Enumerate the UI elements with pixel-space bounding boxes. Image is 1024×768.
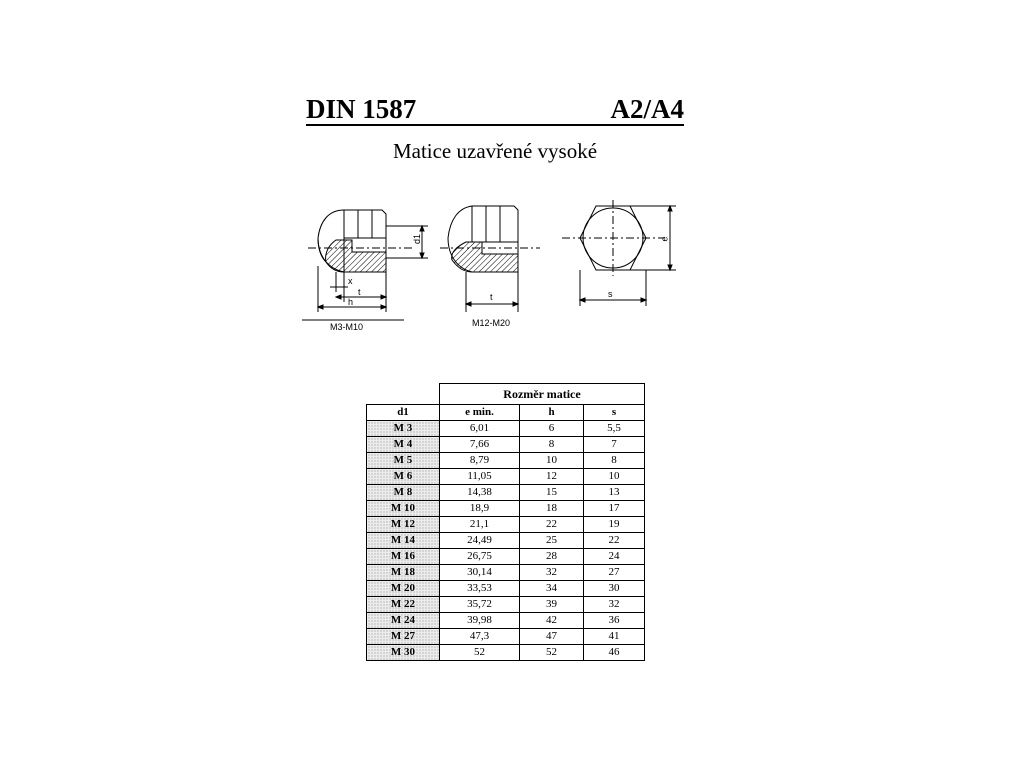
cell-s: 5,5 — [584, 421, 645, 437]
cell-s: 22 — [584, 533, 645, 549]
cell-h: 25 — [520, 533, 584, 549]
table-row — [367, 533, 645, 549]
cell-e-min: 30,14 — [440, 565, 520, 581]
dimension-table — [366, 383, 645, 661]
cell-d1: M 22 — [367, 597, 440, 613]
table-row — [367, 597, 645, 613]
material-grade: A2/A4 — [610, 94, 684, 124]
cell-h: 10 — [520, 453, 584, 469]
standard-title: DIN 1587 — [306, 94, 417, 124]
document-subtitle: Matice uzavřené vysoké — [392, 139, 598, 163]
col-header-s: s — [584, 405, 645, 421]
cell-d1: M 24 — [367, 613, 440, 629]
cell-e-min: 39,98 — [440, 613, 520, 629]
cell-s: 10 — [584, 469, 645, 485]
cell-d1: M 4 — [367, 437, 440, 453]
table-row — [367, 581, 645, 597]
cell-d1: M 27 — [367, 629, 440, 645]
label-h: h — [348, 297, 354, 307]
label-t-small: t — [358, 287, 361, 297]
label-e: e — [659, 236, 670, 242]
cell-e-min: 33,53 — [440, 581, 520, 597]
cell-h: 18 — [520, 501, 584, 517]
cell-h: 15 — [520, 485, 584, 501]
table-row — [367, 453, 645, 469]
cell-s: 30 — [584, 581, 645, 597]
cell-d1: M 6 — [367, 469, 440, 485]
cell-e-min: 14,38 — [440, 485, 520, 501]
cell-h: 12 — [520, 469, 584, 485]
cell-e-min: 24,49 — [440, 533, 520, 549]
cell-d1: M 12 — [367, 517, 440, 533]
cell-e-min: 11,05 — [440, 469, 520, 485]
cell-s: 32 — [584, 597, 645, 613]
cell-e-min: 21,1 — [440, 517, 520, 533]
cell-d1: M 18 — [367, 565, 440, 581]
label-range-m12-m20: M12-M20 — [472, 318, 511, 328]
cell-h: 32 — [520, 565, 584, 581]
cell-s: 7 — [584, 437, 645, 453]
cell-e-min: 6,01 — [440, 421, 520, 437]
cell-e-min: 35,72 — [440, 597, 520, 613]
cell-s: 8 — [584, 453, 645, 469]
cell-d1: M 3 — [367, 421, 440, 437]
table-row — [367, 613, 645, 629]
cell-s: 13 — [584, 485, 645, 501]
table-row — [367, 565, 645, 581]
table-row — [367, 549, 645, 565]
table-corner — [367, 384, 440, 405]
cell-e-min: 18,9 — [440, 501, 520, 517]
cell-d1: M 20 — [367, 581, 440, 597]
cell-s: 36 — [584, 613, 645, 629]
technical-drawing — [300, 196, 690, 336]
cell-h: 22 — [520, 517, 584, 533]
cell-s: 24 — [584, 549, 645, 565]
cell-e-min: 47,3 — [440, 629, 520, 645]
cell-e-min: 52 — [440, 645, 520, 661]
cell-d1: M 14 — [367, 533, 440, 549]
cell-s: 46 — [584, 645, 645, 661]
table-row — [367, 629, 645, 645]
label-range-m3-m10: M3-M10 — [330, 322, 364, 332]
label-d1: d1 — [412, 233, 423, 245]
cell-d1: M 10 — [367, 501, 440, 517]
cell-h: 6 — [520, 421, 584, 437]
cell-s: 17 — [584, 501, 645, 517]
cell-h: 28 — [520, 549, 584, 565]
table-row — [367, 501, 645, 517]
cell-h: 8 — [520, 437, 584, 453]
cell-h: 52 — [520, 645, 584, 661]
table-row — [367, 437, 645, 453]
cell-s: 19 — [584, 517, 645, 533]
label-s: s — [608, 289, 613, 299]
cap-nut-drawings-svg — [300, 196, 690, 336]
cap-nut-hex-top-view — [562, 200, 676, 306]
cell-d1: M 5 — [367, 453, 440, 469]
label-t-large: t — [490, 292, 493, 302]
table-row — [367, 517, 645, 533]
cell-h: 42 — [520, 613, 584, 629]
cell-h: 39 — [520, 597, 584, 613]
cell-e-min: 7,66 — [440, 437, 520, 453]
label-x: x — [348, 276, 353, 286]
table-title: Rozměr matice — [440, 384, 645, 405]
cell-s: 41 — [584, 629, 645, 645]
table-row — [367, 469, 645, 485]
col-header-e-min: e min. — [440, 405, 520, 421]
cell-d1: M 8 — [367, 485, 440, 501]
table-row — [367, 645, 645, 661]
cell-h: 47 — [520, 629, 584, 645]
cell-h: 34 — [520, 581, 584, 597]
col-header-d1: d1 — [367, 405, 440, 421]
table-row — [367, 421, 645, 437]
cell-d1: M 30 — [367, 645, 440, 661]
cell-s: 27 — [584, 565, 645, 581]
table-header-row — [367, 405, 645, 421]
cap-nut-side-view-small — [302, 210, 428, 320]
cell-d1: M 16 — [367, 549, 440, 565]
cell-e-min: 8,79 — [440, 453, 520, 469]
cell-e-min: 26,75 — [440, 549, 520, 565]
col-header-h: h — [520, 405, 584, 421]
table-row — [367, 485, 645, 501]
document-header — [306, 94, 684, 126]
